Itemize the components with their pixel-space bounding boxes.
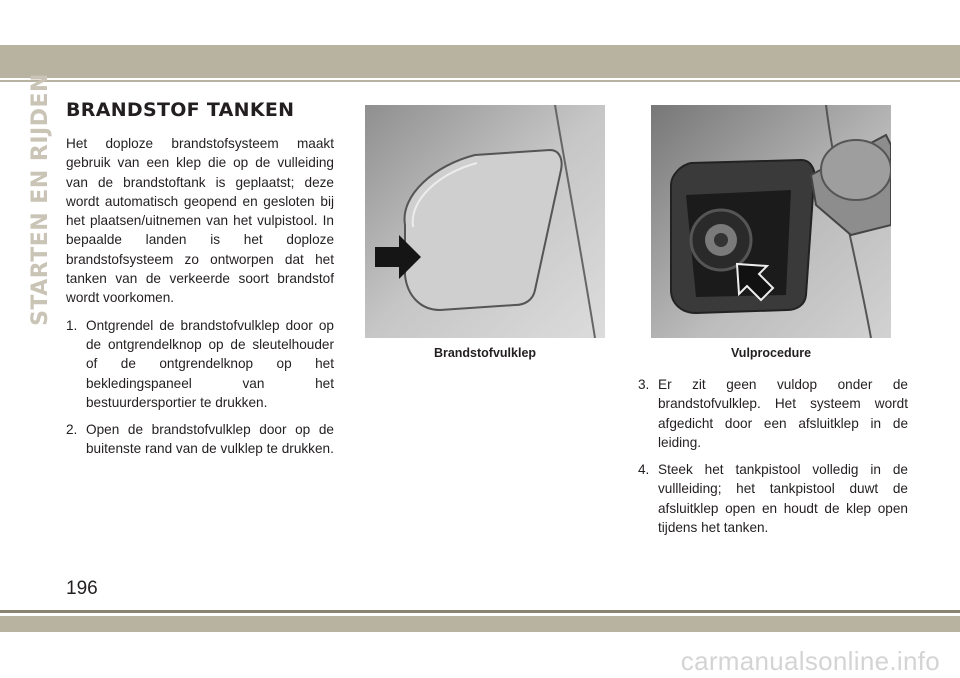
step-text: Er zit geen vuldop onder de brandstofvulklep. Het systeem wordt afgedicht door een afsluitklep in de leiding. bbox=[658, 377, 908, 450]
steps-list-b bbox=[638, 375, 908, 537]
footer-bar bbox=[0, 616, 960, 632]
list-item bbox=[66, 420, 334, 459]
refuel-image bbox=[651, 105, 891, 338]
list-item bbox=[66, 316, 334, 412]
site-watermark: carmanualsonline.info bbox=[680, 646, 940, 676]
step-number: 4. bbox=[638, 462, 650, 478]
list-item bbox=[638, 460, 908, 537]
header-rule bbox=[0, 80, 960, 82]
step-number: 3. bbox=[638, 377, 650, 392]
step-text: Ontgrendel de brandstofvulklep door op de ontgrendelknop op de sleutelhouder of de ontgrendelknop op het bekledingspaneel van het bestuurdersportier te drukken. bbox=[86, 317, 334, 410]
section-tab bbox=[26, 72, 54, 326]
fuel-door-image bbox=[365, 105, 605, 338]
photo2-caption: Vulprocedure bbox=[730, 346, 812, 360]
step-text: Steek het tankpistool volledig in de vullleiding; het tankpistool duwt de afsluitklep open en houdt de klep open tijdens het tanken. bbox=[658, 462, 908, 536]
footer-rule bbox=[0, 610, 960, 613]
step-text: Open de brandstofvulklep door op de buitenste rand van de vulklep te drukken. bbox=[86, 422, 334, 457]
step-number: 1. bbox=[66, 317, 78, 333]
step-number: 2. bbox=[66, 422, 78, 438]
fuel-door-photo bbox=[365, 105, 605, 338]
steps-list-a bbox=[66, 316, 334, 459]
page-title: BRANDSTOF TANKEN bbox=[66, 99, 295, 121]
header-bar bbox=[0, 45, 960, 78]
intro-paragraph: Het doploze brandstofsysteem maakt gebruik van een klep die op de vulleiding van de brandstoftank is geplaatst; deze wordt automatisch geopend en gesloten bij het plaatsen/uitnemen van het vulpistool. In bepaalde landen is het doploze brandstofsysteem zo ontworpen dat het tanken van de verkeerde soort brandstof wordt voorkomen. bbox=[66, 136, 334, 306]
refuel-procedure-photo bbox=[651, 105, 891, 338]
right-column bbox=[638, 375, 908, 545]
page-number: 196 bbox=[66, 578, 98, 599]
top-band bbox=[0, 0, 960, 45]
list-item bbox=[638, 375, 908, 452]
left-column bbox=[66, 134, 334, 467]
photo1-caption: Brandstofvulklep bbox=[433, 346, 537, 360]
section-tab-label: STARTEN EN RIJDEN bbox=[27, 72, 53, 326]
